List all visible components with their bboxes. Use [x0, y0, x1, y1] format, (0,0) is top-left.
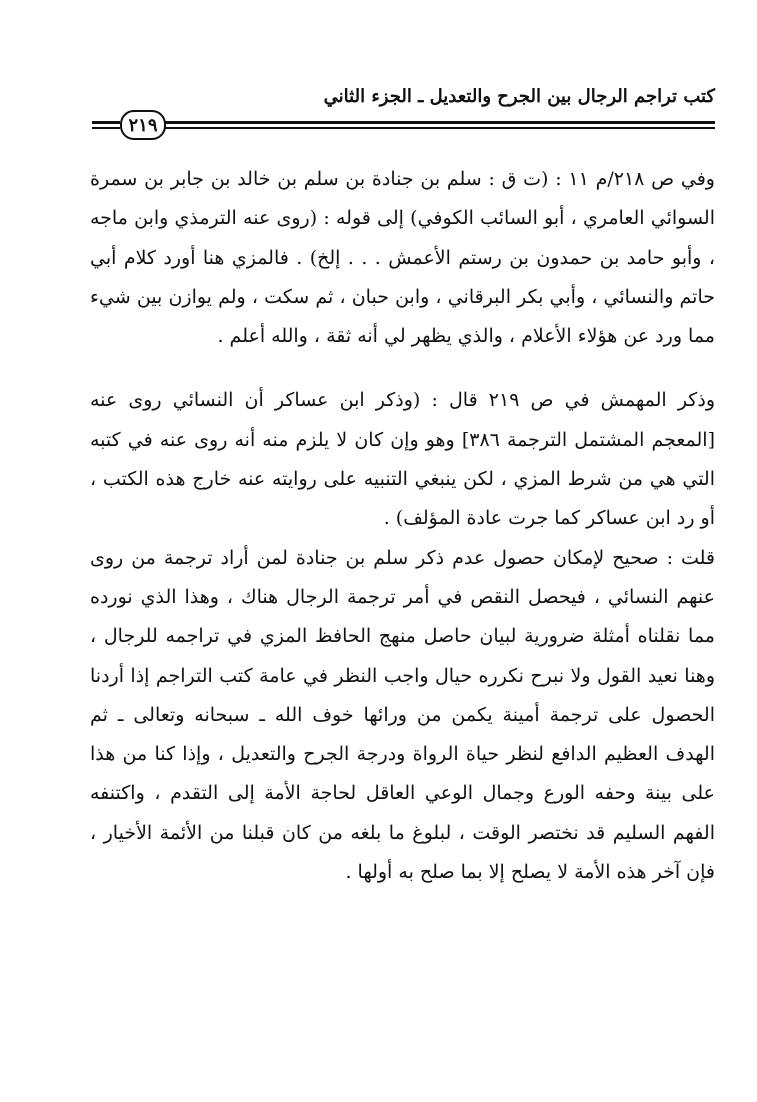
header-rule	[162, 121, 715, 124]
paragraph-3: قلت : صحيح لإمكان حصول عدم ذكر سلم بن جنادة لمن أراد ترجمة من روى عنهم النسائي ، فيحصل النقص في أمر ترجمة الرجال هناك ، وهذا الذي نورده مما نقلناه أمثلة ضرورية لبيان حاصل منهج الحافظ المزي في تراجمه للرجال ، وهنا نعيد القول ولا نبرح نكرره حيال واجب النظر في عامة كتب التراجم إذا أردنا الحصول على ترجمة أمينة يكمن من ورائها خوف الله ـ سبحانه وتعالى ـ ثم الهدف العظيم الدافع لنظر حياة الرواة ودرجة الجرح والتعديل ، وإذا كنا من هذا على بينة وحفه الورع وجمال الوعي العاقل لحاجة الأمة إلى التقدم ، واكتنفه الفهم السليم قد نختصر الوقت ، لبلوغ ما بلغه من كان قبلنا من الأئمة الأخيار ، فإن آخر هذه الأمة لا يصلح إلا بما صلح به أولها .	[90, 546, 715, 884]
page-number: ٢١٩	[120, 110, 166, 140]
paragraph-1: وفي ص ٢١٨/م ١١ : (ت ق : سلم بن جنادة بن سلم بن خالد بن جابر بن سمرة السوائي العامري ، أبو السائب الكوفي) إلى قوله : (روى عنه الترمذي وابن ماجه ، وأبو حامد بن حمدون بن رستم الأعمش . . . إلخ) . فالمزي هنا أورد كلام أبي حاتم والنسائي ، وأبي بكر البرقاني ، وابن حبان ، ثم سكت ، ولم يوازن بين شيء مما ورد عن هؤلاء الأعلام ، والذي يظهر لي أنه ثقة ، والله أعلم .	[90, 168, 715, 348]
paragraph-2: وذكر المهمش في ص ٢١٩ قال : (وذكر ابن عساكر أن النسائي روى عنه [المعجم المشتمل الترجمة ٣٨٦] وهو وإن كان لا يلزم منه أنه روى عنه في كتبه التي هي من شرط المزي ، لكن ينبغي التنبيه على روايته عنه خارج هذه الكتب ، أو رد ابن عساكر كما جرت عادة المؤلف) .	[90, 389, 716, 530]
body-text	[90, 160, 715, 892]
header-rule-left-thin	[92, 127, 120, 129]
header-rule-left	[92, 121, 120, 124]
running-header-title: كتب تراجم الرجال بين الجرح والتعديل ـ الجزء الثاني	[323, 86, 715, 107]
header-rule-thin	[162, 127, 715, 129]
paragraph-gap	[90, 356, 715, 381]
